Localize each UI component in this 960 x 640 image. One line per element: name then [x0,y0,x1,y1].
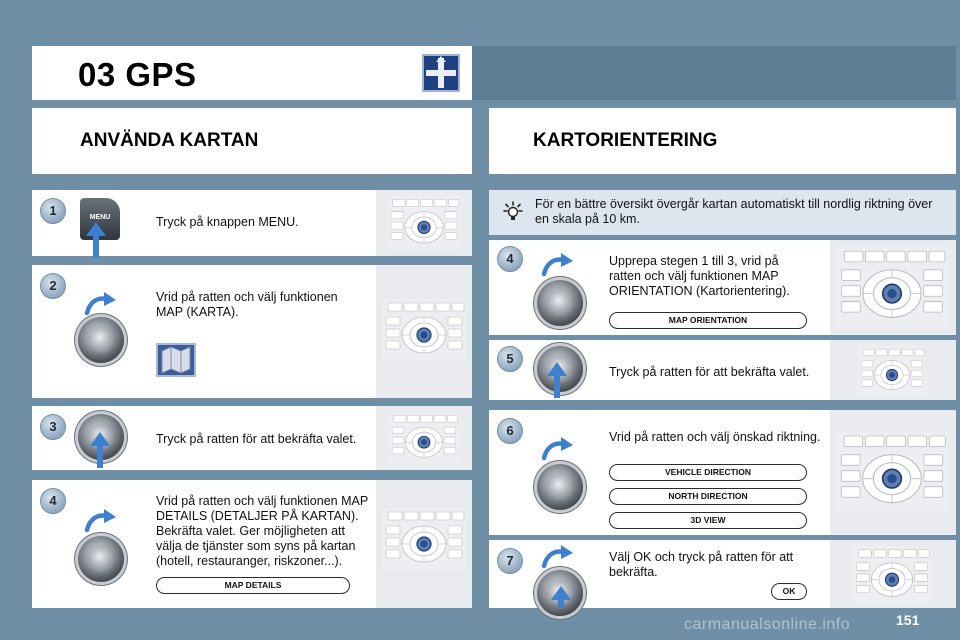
right-step-7-text: Välj OK och tryck på ratten för att bekräfta. [609,550,794,579]
title-band [472,46,956,100]
right-step-5-text: Tryck på ratten för att bekräfta valet. [609,365,810,379]
rotate-arrow-icon [84,291,118,317]
knob-icon [537,280,583,326]
press-arrow-icon [90,432,110,468]
page-number: 151 [896,612,920,628]
step-badge-3: 3 [40,414,66,440]
knob-icon [537,464,583,510]
option-3d-view: 3D VIEW [609,512,807,529]
option-map-orientation: MAP ORIENTATION [609,312,807,329]
right-section-heading: KARTORIENTERING [533,130,718,151]
console-icon [836,546,948,604]
rotate-arrow-icon [541,436,575,462]
step-badge-4: 4 [40,488,66,514]
crossroads-icon [422,54,460,92]
option-north-direction: NORTH DIRECTION [609,488,807,505]
knob-icon [78,317,124,363]
map-icon [156,343,196,377]
press-arrow-icon [547,362,567,398]
left-section-header [32,108,472,174]
step-badge-7: 7 [497,548,523,574]
console-icon [836,346,948,396]
title-bar [32,46,472,100]
left-step-4-text: Vrid på ratten och välj funktionen MAP DETAILS (DETALJER PÅ KARTAN). Bekräfta valet. Ger möjligheten att välja de tjänster som syns på kartan (hotell, restauranger, riskzoner...). [156,494,368,568]
console-thumbnail [376,190,472,256]
console-thumbnail [376,406,472,470]
right-step-7-panel [489,540,956,608]
left-step-3-panel [32,406,472,470]
console-icon [382,412,466,464]
rotate-arrow-icon [84,508,118,534]
left-step-4-panel [32,480,472,608]
option-map-details: MAP DETAILS [156,577,350,594]
console-icon [382,271,466,391]
right-step-6-panel [489,410,956,535]
console-icon [836,416,948,528]
info-panel [489,190,956,235]
press-arrow-icon [551,586,571,608]
menu-button-icon: MENU [80,198,120,240]
right-step-4-text: Upprepa stegen 1 till 3, vrid på ratten och välj funktionen MAP ORIENTATION (Kartorientering). [609,254,790,298]
left-step-2-text: Vrid på ratten och välj funktionen MAP (KARTA). [156,290,338,319]
console-thumbnail [830,410,956,535]
step-badge-6: 6 [497,418,523,444]
console-thumbnail [830,540,956,608]
left-step-1-text: Tryck på knappen MENU. [156,215,299,229]
right-step-4-panel [489,240,956,335]
step-badge-4-right: 4 [497,246,523,272]
right-section-header [489,108,956,174]
console-icon [382,196,466,250]
console-icon [836,246,948,328]
step-badge-1: 1 [40,198,66,224]
console-thumbnail [830,340,956,400]
right-step-5-panel [489,340,956,400]
left-section-heading: ANVÄNDA KARTAN [80,130,259,151]
step-badge-5: 5 [497,346,523,372]
option-vehicle-direction: VEHICLE DIRECTION [609,464,807,481]
page-title: 03 GPS [78,56,197,93]
option-ok: OK [771,583,807,600]
watermark: carmanualsonline.info [684,616,851,633]
left-step-3-text: Tryck på ratten för att bekräfta valet. [156,432,357,446]
rotate-arrow-icon [541,252,575,278]
console-thumbnail [830,240,956,335]
console-thumbnail [376,265,472,398]
console-thumbnail [376,480,472,608]
rotate-arrow-icon [541,544,575,570]
right-step-6-text: Vrid på ratten och välj önskad riktning. [609,430,821,444]
bulb-icon [501,200,525,224]
info-text: För en bättre översikt övergår kartan automatiskt till nordlig riktning över en skala på 10 km. [535,197,933,226]
left-step-1-panel [32,190,472,256]
press-arrow-icon [86,222,106,258]
console-icon [382,486,466,602]
left-step-2-panel [32,265,472,398]
knob-icon [78,536,124,582]
step-badge-2: 2 [40,273,66,299]
